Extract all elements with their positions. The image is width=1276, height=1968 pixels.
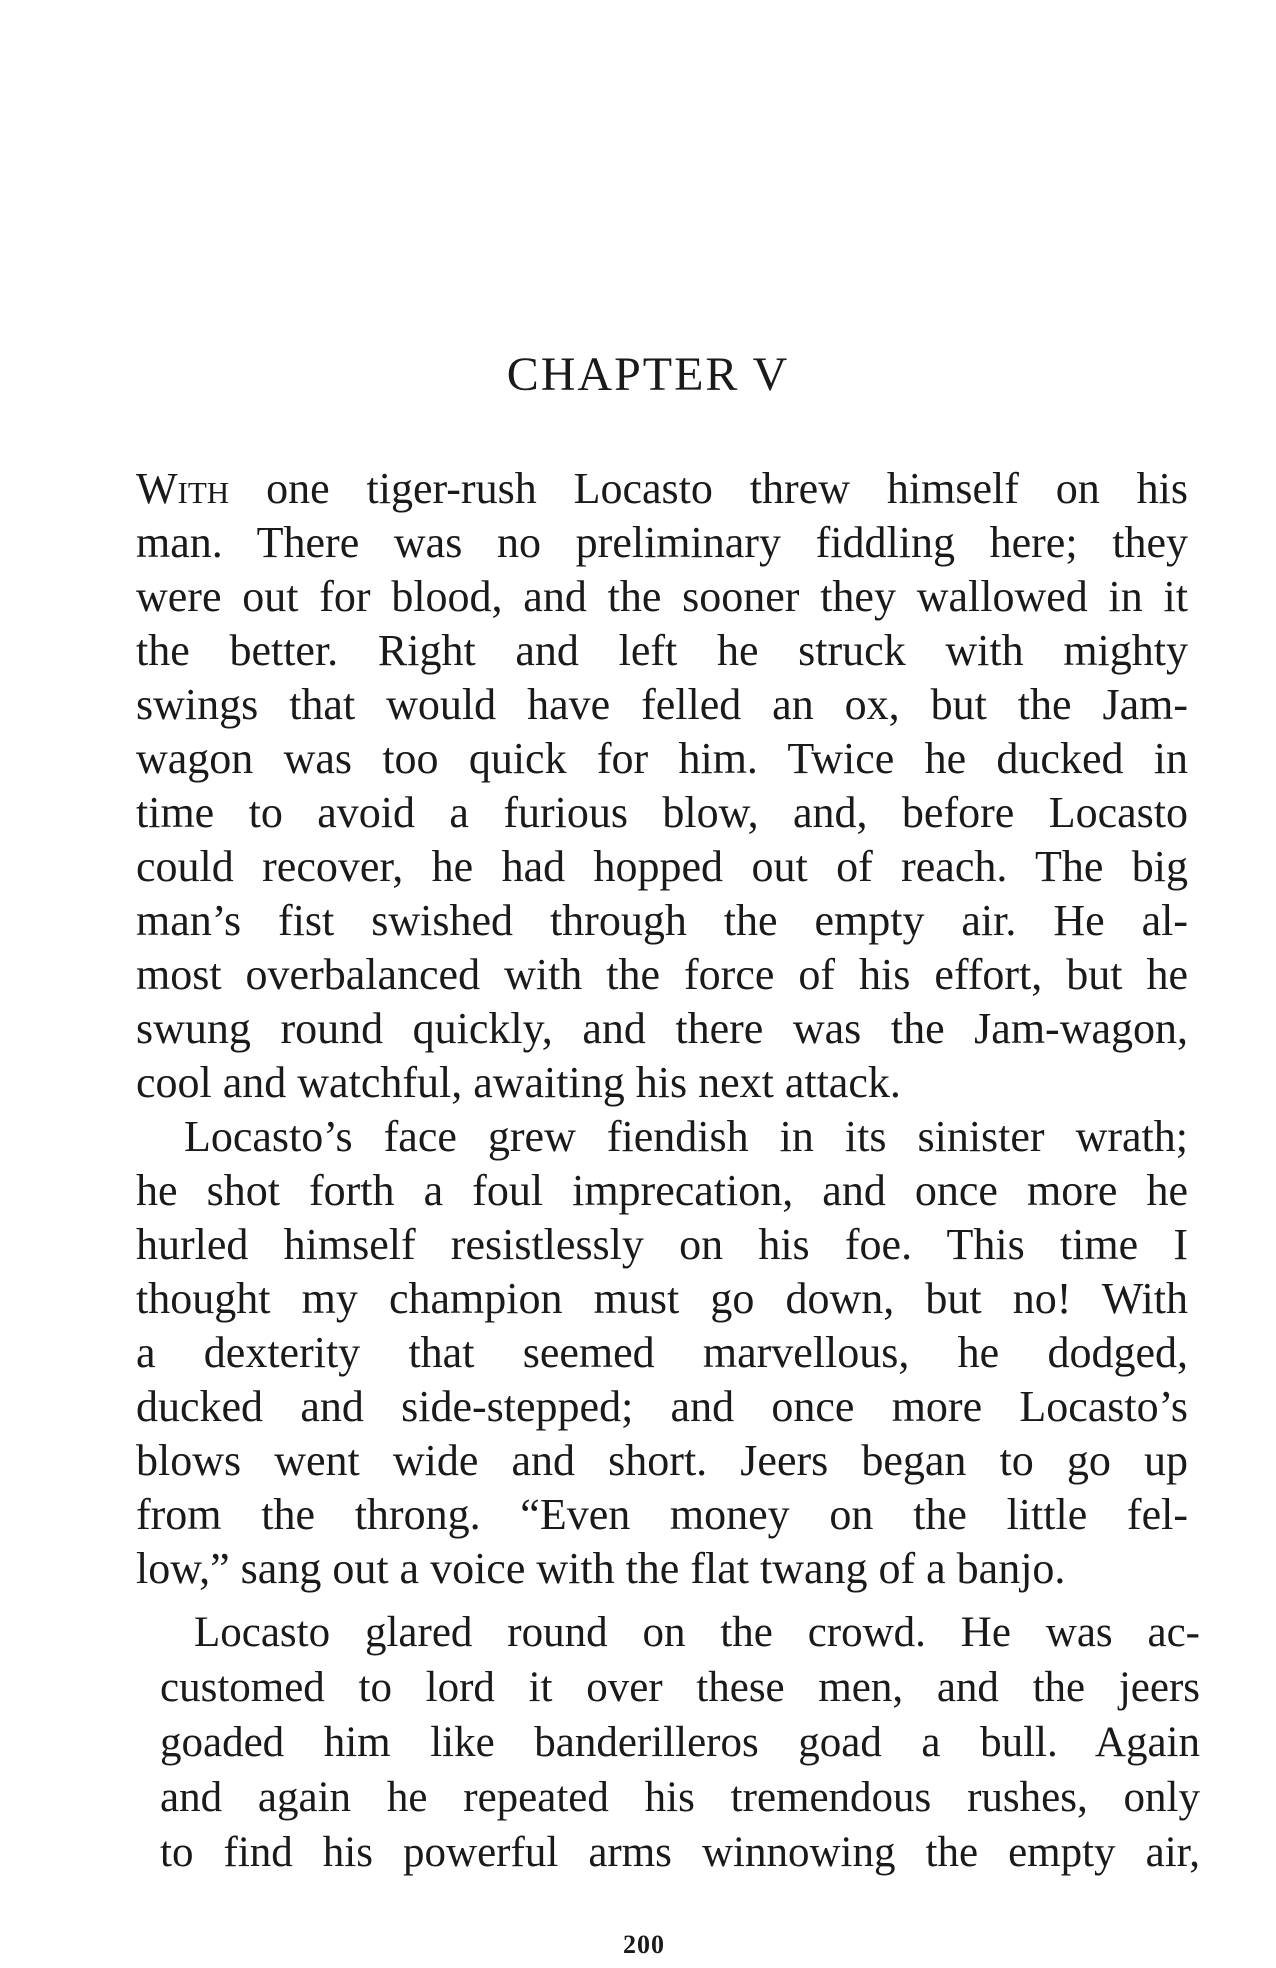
paragraph-line: blows went wide and short. Jeers began to go up [136, 1436, 1188, 1485]
paragraph-line: With one tiger-rush Locasto threw himself on his [136, 464, 1188, 513]
paragraph-line: man. There was no preliminary fiddling here; they [136, 518, 1188, 567]
paragraph-line: cool and watchful, awaiting his next attack. [136, 1058, 901, 1107]
paragraph-line: ducked and side-stepped; and once more Locasto’s [136, 1382, 1188, 1431]
paragraph-line: Locasto glared round on the crowd. He was ac- [194, 1609, 1200, 1656]
paragraph-line: time to avoid a furious blow, and, before Locasto [136, 788, 1188, 837]
paragraph-line: customed to lord it over these men, and the jeers [160, 1664, 1200, 1711]
paragraph-3 [160, 1605, 1200, 1880]
paragraph-line: and again he repeated his tremendous rushes, only [160, 1774, 1200, 1821]
paragraph-line: thought my champion must go down, but no! With [136, 1274, 1188, 1323]
paragraph-line: Locasto’s face grew fiendish in its sinister wrath; [184, 1112, 1188, 1161]
paragraph-line: a dexterity that seemed marvellous, he dodged, [136, 1328, 1188, 1377]
paragraph-line: hurled himself resistlessly on his foe. This time I [136, 1220, 1188, 1269]
page-number: 200 [623, 1930, 665, 1959]
paragraph-2 [136, 1110, 1188, 1596]
paragraph-line: man’s fist swished through the empty air. He al- [136, 896, 1188, 945]
paragraph-line: swung round quickly, and there was the Jam-wagon, [136, 1004, 1188, 1053]
drop-lead-word: With [136, 464, 230, 513]
paragraph-line: goaded him like banderilleros goad a bull. Again [160, 1719, 1200, 1766]
paragraph-line: could recover, he had hopped out of reach. The big [136, 842, 1188, 891]
paragraph-line: the better. Right and left he struck with mighty [136, 626, 1188, 675]
chapter-heading: CHAPTER V [506, 348, 790, 401]
paragraph-line: wagon was too quick for him. Twice he ducked in [136, 734, 1188, 783]
paragraph-line: most overbalanced with the force of his effort, but he [136, 950, 1188, 999]
paragraph-line: low,” sang out a voice with the flat twang of a banjo. [136, 1544, 1066, 1593]
paragraph-line: to find his powerful arms winnowing the empty air, [160, 1829, 1200, 1876]
paragraph-line: swings that would have felled an ox, but the Jam- [136, 680, 1188, 729]
paragraph-1 [136, 462, 1188, 1110]
paragraph-line: he shot forth a foul imprecation, and once more he [136, 1166, 1188, 1215]
paragraph-line: from the throng. “Even money on the little fel- [136, 1490, 1188, 1539]
paragraph-line: were out for blood, and the sooner they wallowed in it [136, 572, 1188, 621]
